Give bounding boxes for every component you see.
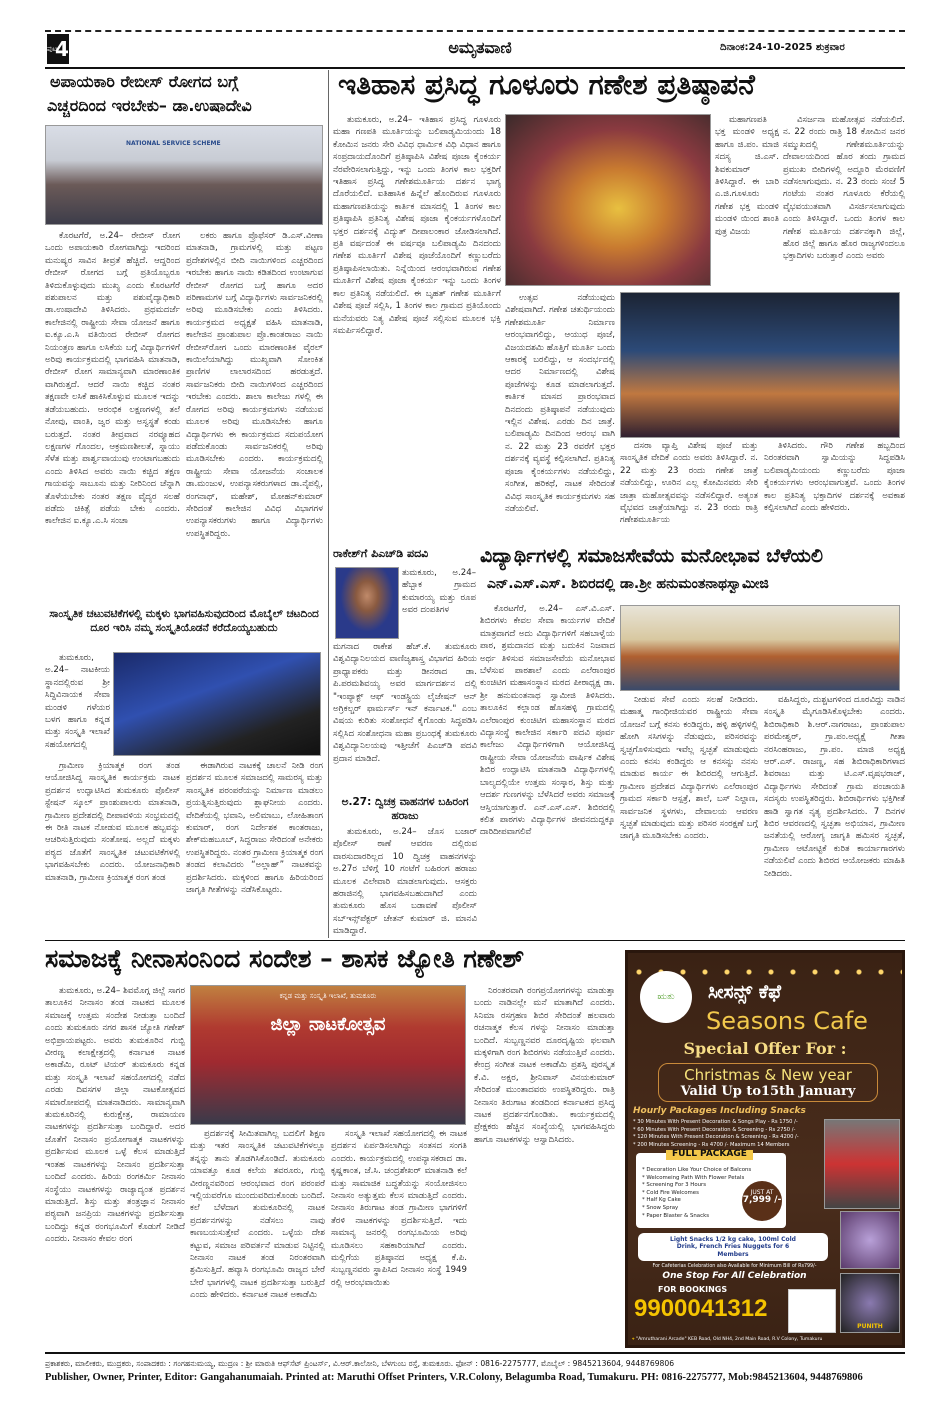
venue-photo-2 <box>840 1211 900 1269</box>
ganesha-column-5: ತಿಳಿಸಿದರು. ಗೌರಿ ಗಣೇಶ ಹಬ್ಬದಿಂದ ನಿರಂತರವಾಗಿ ಸ್ವಾಮಿಯನ್ನು ಸಿದ್ಧಪಡಿಸಿ ಬಲಿಪಾಡ್ಯಮಿಯಂದು ಕಣ್ಣುಬರೆದು ಪೂಜಾ ಕೈಂಕರ್ಯಗಳು ಆರಂಭವಾಗುತ್ತವೆ. ಒಂದು ತಿಂಗಳ ಕಾಲ ಪ್ರತಿನಿತ್ಯ ಭಕ್ತಾದಿಗಳ ದರ್ಶನಕ್ಕೆ ಅವಕಾಶ ಕಲ್ಪಿಸಲಾಗಿದೆ ಎಂದು ಹೇಳಿದರು. <box>764 441 905 514</box>
nss-column-3: ವಹಿಸಿದ್ದರು, ದುಶ್ಚಟಗಳಿಂದ ದೂರವಿದ್ದು ನಾಡಿನ ಸಂಸ್ಕೃತಿ ಮೈಗೂಡಿಸಿಕೊಳ್ಳಬೇಕು ಎಂದರು. ಶಿಬಿರಾಧಿಕಾರಿ ಶಿ.ಆರ್.ನಾಗರಾಜು, ಪ್ರಾಂಶುಪಾಲ ಪರಮೇಶ್ವರ್, ಗ್ರಾ.ಪಂ.ಅಧ್ಯಕ್ಷೆ ಗೀತಾ ನರಸಿಂಹರಾಜು, ಗ್ರಾ.ಪಂ. ಮಾಜಿ ಅಧ್ಯಕ್ಷ ಆರ್.ಎಸ್. ರಾಜಣ್ಣ, ಸಹ ಶಿಬಿರಾಧಿಕಾರಿಗಳಾದ ಶಿವರಾಜು ಮತ್ತು ಟಿ.ಎಸ್.ವೃಷಭರಾಜ್, ವಿದ್ಯಾರ್ಥಿಗಳು ಸೇರಿದಂತೆ ಗ್ರಾಮ ಪಂಚಾಯತಿ ಸದಸ್ಯರು ಉಪಸ್ಥಿತರಿದ್ದರು. ಶಿಬಿರಾರ್ಥಿಗಳು ಭಕ್ತಿಗೀತೆ ಹಾಡಿ ಸ್ವಾಗತ ನೃತ್ಯ ಪ್ರದರ್ಶಿಸಿದರು. 7 ದಿನಗಳ ಶಿಬಿರ ಆವರಣದಲ್ಲಿ ಸ್ವಚ್ಛತಾ ಅಭಿಯಾನ, ಗ್ರಾಮೀಣ ಜನತೆಯಲ್ಲಿ ಆರೋಗ್ಯ ಜಾಗೃತಿ ಹಮಿಸರ ಸ್ವಚ್ಛತೆ, ಗ್ರಾಮೀಣ ಆಟೋಟ್ಟಿಕೆ ಕುರಿತ ಕಾರ್ಯಾಗಾರಗಳು ನಡೆಯಲಿವೆ ಎಂದು ಶಿಬಿರದ ಆಯೋಜಕರು ಮಾಹಿತಿ ನೀಡಿದರು. <box>764 695 905 879</box>
top-dashed-rule <box>45 30 905 32</box>
nss-column-2: ನೀಡುವ ಸೇವೆ ಎಂದು ಸಲಹೆ ನೀಡಿದರು. ಮಹಾತ್ಮ ಗಾಂಧೀಜಿಯವರ ರಾಷ್ಟ್ರೀಯ ಸೇವಾ ಯೋಜನೆ ಬಗ್ಗೆ ಕನಸು ಕಂಡಿದ್ದರು, ಹಳ್ಳಿ ಹಳ್ಳಿಗಳಲ್ಲಿ ಹೋಗಿ ಸಸಿಗಳನ್ನು ನೆಡುವುದು, ಪರಿಸರವನ್ನು ಸ್ವಚ್ಛಗೊಳಿಸುವುದು ಇವೆಲ್ಲ ಸ್ವಚ್ಛತೆ ಮಾಡುವುದು ಎಂದು ಕನಸು ಕಂಡಿದ್ದರು ಆ ಕನಸನ್ನು ನನಸು ಮಾಡುವ ಕಾರ್ಯ ಈ ಶಿಬಿರದಲ್ಲಿ ಆಗುತ್ತಿದೆ. ಗ್ರಾಮೀಣ ಪ್ರದೇಶದ ವಿದ್ಯಾರ್ಥಿಗಳು ಎಲೆರಾಂಪುರ ಗ್ರಾಮದ ಸರ್ಕಾರಿ ಆಸ್ಪತ್ರೆ, ಶಾಲೆ, ಬಸ್ ನಿಲ್ದಾಣ, ಸಾರ್ವಜನಿಕ ಸ್ಥಳಗಳು, ದೇವಾಲಯ ಆವರಣ ಸ್ವಚ್ಛತೆ ಮಾಡುವುದು ಮತ್ತು ಪರಿಸರ ಸಂರಕ್ಷಣೆ ಬಗ್ಗೆ ಜಾಗೃತಿ ಮೂಡಿಸಬೇಕು ಎಂದರು. <box>620 695 758 842</box>
column-divider <box>328 70 329 938</box>
seasons-cafe-advertisement: ಋತು ಸೀಸನ್ಸ್ ಕೆಫೆ Seasons Cafe Special Offer For : Christmas & New year Valid Up to15th January Hourly Packages Including Snacks * 30 Minutes With Present Decoration & Songs Play - Rs 1750 /- * 60 Minutes With Present Decoration & Screening - Rs 2750 /- * 120 Minutes With Present Decoration & Screening - Rs 4200 /- * 200 Minutes Screening - Rs 4700 /- Maximum 14 Members FULL PACKAGE * Decoration Like Your Choice of Balcons * Welcomeing Path With Flower Petals * Screening For 3 Hours * Cold Fire Welcomes * Half Kg Cake * Snow Spray * Paper Blaster & Snacks JUST AT 7,999 /- Light Snacks 1/2 kg cake, 100ml Cold Drink, French Fries Nuggets for 6 Members For Cafeterias Celebration also Available for Minimum Bill of Rs799/- One Stop For All Celebration FOR BOOKINGS 9900041312 PUNITH ⌖ "Amrutharani Arcade" KEB Road, Old NH4, 2nd Main Road, R.V Colony, Tumakuru <box>625 950 905 1348</box>
ninasam-event-photo: ಕನ್ನಡ ಮತ್ತು ಸಂಸ್ಕೃತಿ ಇಲಾಖೆ, ತುಮಕೂರು ಜಿಲ್ಲಾ ನಾಟಕೋತ್ಸವ <box>190 985 466 1125</box>
location-pin-icon: ⌖ <box>632 1337 637 1342</box>
culture-column-2: ಗ್ರಾಮೀಣ ಕ್ರಿಯಾತ್ಮಕ ರಂಗ ತಂಡ ಆಯೋಜಿಸಿದ್ದ ಸಾಂಸ್ಕೃತಿಕ ಕಾರ್ಯಕ್ರಮ ನಾಟಕ ಪ್ರದರ್ಶನ ಉದ್ಘಾಟಿಸಿದ ತುಮಕೂರು ಪೊಲೀಸ್ ಸ್ಟೇಷನ್ ಸ್ಕೂಲ್ ಪ್ರಾಂಶುಪಾಲರು ಮಾತನಾಡಿ, ಗ್ರಾಮೀಣ ಪ್ರದೇಶದಲ್ಲಿ ದೀಪಾವಳಿಯ ಸಂಭ್ರಮದಲ್ಲಿ ಈ ರೀತಿ ನಾಟಕ ನೋಡುವ ಮೂಲಕ ಹಬ್ಬವನ್ನು ಆಚರಿಸುತ್ತಿರುವುದು ಸಂತೋಷ. ಅಲ್ಲದೆ ಮಕ್ಕಳು ಪಠ್ಯದ ಜೊತೆಗೆ ಸಾಂಸ್ಕೃತಿಕ ಚಟುವಟಿಕೆಗಳಲ್ಲಿ ಭಾಗವಹಿಸಬೇಕು ಎಂದರು. ಯೋಜನಾಧಿಕಾರಿ ಮಾತನಾಡಿ, ಗ್ರಾಮೀಣ ಕ್ರಿಯಾತ್ಮಕ ರಂಗ ತಂಡ <box>45 761 180 883</box>
rabies-column-1: ಕೊರಟಗೆರೆ, ಅ.24– ರೇಬೀಸ್ ರೋಗ ಒಂದು ಅಪಾಯಕಾರಿ ರೋಗವಾಗಿದ್ದು ಇದರಿಂದ ಮನುಷ್ಯರ ಸಾವಿನ ತೀವ್ರತೆ ಹೆಚ್ಚಿದೆ. ಆದ್ದರಿಂದ ರೇಬೀಸ್ ರೋಗದ ಬಗ್ಗೆ ಪ್ರತಿಯೊಬ್ಬರೂ ತಿಳಿದುಕೊಳ್ಳುವುದು ಮುಖ್ಯ ಎಂದು ಕೊರಟಗೆರೆ ಪಶುಪಾಲನ ಮತ್ತು ಪಶುವೈದ್ಯಾಧಿಕಾರಿ ಡಾ.ಉಷಾದೇವಿ ತಿಳಿಸಿದರು. ಪ್ರಥಮದರ್ಜೆ ಕಾಲೇಜಿನಲ್ಲಿ ರಾಷ್ಟ್ರೀಯ ಸೇವಾ ಯೋಜನೆ ಹಾಗೂ ಐ.ಕ್ಯೂ.ಎ.ಸಿ ವತಿಯಿಂದ ರೇಬೀಸ್ ರೋಗದ ನಿಯಂತ್ರಣ ಹಾಗೂ ಲಸಿಕೆಯ ಬಗ್ಗೆ ವಿದ್ಯಾರ್ಥಿಗಳಿಗೆ ಅರಿವು ಕಾರ್ಯಕ್ರಮದಲ್ಲಿ ಭಾಗವಹಿಸಿ ಮಾತನಾಡಿ, ರೇಬೀಸ್ ರೋಗ ಸಾಮಾನ್ಯವಾಗಿ ಮಾರಣಾಂತಿಕ ವಾಗಿರುತ್ತದೆ. ಆದರೆ ನಾಯಿ ಕಚ್ಚಿದ ನಂತರ ತಕ್ಷಣವೇ ಲಸಿಕೆ ಹಾಕಿಸಿಕೊಳ್ಳುವ ಮೂಲಕ ಇದನ್ನು ತಡೆಯಬಹುದು. ಆರಂಭಿಕ ಲಕ್ಷಣಗಳಲ್ಲಿ ತಲೆ ನೋವು, ವಾಂತಿ, ಜ್ವರ ಮತ್ತು ಅಸ್ವಸ್ಥತೆ ಕಂಡು ಬರುತ್ತದೆ. ನಂತರ ತೀವ್ರವಾದ ನರವ್ಯೂಹದ ಲಕ್ಷಣಗಳ ಗೊಂದಲ, ಆಕ್ರಮಣಶೀಲತೆ, ಸ್ನಾಯು ಸೆಳೆತ ಮತ್ತು ಪಾರ್ಶ್ವವಾಯುವು ಉಂಟಾಗಬಹುದು ಎಂದು ತಿಳಿಸಿದ ಅವರು ನಾಯಿ ಕಚ್ಚಿದ ತಕ್ಷಣ ಗಾಯವನ್ನು ಸಾಬೂನು ಮತ್ತು ನೀರಿನಿಂದ ಚೆನ್ನಾಗಿ ತೊಳೆಯಬೇಕು ನಂತರ ತಕ್ಷಣ ವೈದ್ಯರ ಸಲಹೆ ಪಡೆದು ಚಿಕಿತ್ಸೆ ಪಡೆಯ ಬೇಕು ಎಂದರು. ಕಾಲೇಜಿನ ಐ.ಕ್ಯೂ.ಎ.ಸಿ ಸಂಚಾ <box>45 231 180 527</box>
rakesh-portrait-photo <box>335 567 399 639</box>
cafe-logo: ಋತು <box>640 971 692 1023</box>
qr-code <box>788 1289 836 1333</box>
ninasam-column-4: ನಿರಂತರವಾಗಿ ರಂಗಪ್ರಯೋಗಗಳನ್ನು ಮಾಡುತ್ತಾ ಬಂದು ನಾಡಿನಲ್ಲೇ ಮನೆ ಮಾತಾಗಿದೆ ಎಂದರು. ಸಿನಿಮಾ ರಸಗ್ರಹಣ ಶಿಬಿರ ಸೇರಿದಂತೆ ಹಲವಾರು ರಚನಾತ್ಮಕ ಕೆಲಸ ಗಳನ್ನು ನೀನಾಸಂ ಮಾಡುತ್ತಾ ಬಂದಿದೆ. ಸುಬ್ಬಣ್ಣನವರ ದೂರದೃಷ್ಟಿಯ ಫಲವಾಗಿ ಮಕ್ಕಳಿಗಾಗಿ ರಂಗ ಶಿಬಿರಗಳು ನಡೆಯುತ್ತಿವೆ ಎಂದರು. ಕೇಂದ್ರ ಸಂಗೀತ ನಾಟಕ ಅಕಾಡೆಮಿ ಪ್ರಶಸ್ತಿ ಪುರಸ್ಕೃತ ಕೆ.ವಿ. ಅಕ್ಷರ, ಶ್ರೀನಿವಾಸ್ ವಿನಯಕುಮಾರ್ ಸೇರಿದಂತೆ ಮುಂತಾದವರು ಉಪಸ್ಥಿತರಿದ್ದರು. ರಾತ್ರಿ ನೀನಾಸಂ ತಿರುಗಾಟ ತಂಡದಿಂದ ಕರ್ನಾಟಕದ ಪ್ರಸಿದ್ಧ ನಾಟಕ ಪ್ರದರ್ಶನಗೊಂಡಿತು. ಕಾರ್ಯಕ್ರಮದಲ್ಲಿ ಪ್ರೇಕ್ಷಕರು ಹೆಚ್ಚಿನ ಸಂಖ್ಯೆಯಲ್ಲಿ ಭಾಗವಹಿಸಿದ್ದರು ಹಾಗೂ ನಾಟಕಗಳನ್ನು ಆಸ್ವಾದಿಸಿದರು. <box>474 986 615 1145</box>
ninasam-column-1: ತುಮಕೂರು, ಅ.24– ಶಿವಮೊಗ್ಗ ಜಿಲ್ಲೆ ಸಾಗರ ತಾಲೂಕಿನ ನೀನಾಸಂ ತಂಡ ನಾಟಕದ ಮೂಲಕ ಸಮಾಜಕ್ಕೆ ಉತ್ತಮ ಸಂದೇಶ ನೀಡುತ್ತಾ ಬಂದಿದೆ ಎಂದು ತುಮಕೂರು ನಗರ ಶಾಸಕ ಜ್ಯೋತಿ ಗಣೇಶ್ ಅಭಿಪ್ರಾಯಪಟ್ಟರು. ಅವರು ತುಮಕೂರಿನ ಗುಬ್ಬಿ ವೀರಣ್ಣ ಕಲಾಕ್ಷೇತ್ರದಲ್ಲಿ ಕರ್ನಾಟಕ ನಾಟಕ ಅಕಾಡೆಮಿ, ರೂಟ್ ಟಿಯರ್ ತುಮಕೂರು ಕನ್ನಡ ಮತ್ತು ಸಂಸ್ಕೃತಿ ಇಲಾಖೆ ಸಹಯೋಗದಲ್ಲಿ ನಡೆದ ಎರಡು ದಿವಸಗಳ ಜಿಲ್ಲಾ ನಾಟಕೋತ್ಸವದ ಸಮಾರೋಪದಲ್ಲಿ ಮಾತನಾಡಿದರು. ಸಾಮಾನ್ಯವಾಗಿ ತುಮಕೂರಿನಲ್ಲಿ ಕುರುಕ್ಷೇತ್ರ, ರಾಮಾಯಣ ನಾಟಕಗಳನ್ನು ಪ್ರದರ್ಶಿಸುತ್ತಾ ಬಂದಿದ್ದಾರೆ. ಅದರ ಜೊತೆಗೆ ನೀನಾಸಂ ಪ್ರಯೋಗಾತ್ಮಕ ನಾಟಕಗಳನ್ನು ಪ್ರದರ್ಶಿಸುವ ಮೂಲಕ ಒಳ್ಳೆ ಕೆಲಸ ಮಾಡುತ್ತಿದೆ ಇಂತಹ ನಾಟಕಗಳನ್ನು ನೀನಾಸಂ ಪ್ರದರ್ಶಿಸುತ್ತಾ ಬಂದಿದೆ ಎಂದರು. ಹಿರಿಯ ರಂಗಕರ್ಮಿ ನೀನಾಸಂ ಸಂಸ್ಥೆಯು ನಾಟಕಗಳನ್ನು ರಾಜ್ಯಾದ್ಯಂತ ಪ್ರದರ್ಶನ ಮಾಡುತ್ತಿದೆ. ಶಿಸ್ತು ಮತ್ತು ತಂತ್ರಜ್ಞಾನ ನೀನಾಸಂ ಪಠ್ಯವಾಗಿ ಜನಪ್ರಿಯ ನಾಟಕಗಳನ್ನು ಪ್ರದರ್ಶಿಸುತ್ತಾ ಬಂದಿದ್ದು ಕನ್ನಡ ರಂಗಭೂಮಿಗೆ ಕೊಡುಗೆ ನೀಡಿದೆ ಎಂದರು. ನೀನಾಸಂ ಕೇವಲ ರಂಗ <box>45 986 185 1245</box>
masthead: ಅಮೃತವಾಣಿ <box>448 38 512 57</box>
culture-subheadline: ಸಾಂಸ್ಕೃತಿಕ ಚಟುವಟಿಕೆಗಳಲ್ಲಿ ಮಕ್ಕಳು ಭಾಗವಹಿಸುವುದರಿಂದ ಮೊಬೈಲ್ ಚಟದಿಂದ ದೂರ ಇರಿಸಿ ನಮ್ಮ ಸಂಸ್ಕೃತಿಯೊಡನೆ ಕರೆದೊಯ್ಯಬಹುದು <box>49 608 319 635</box>
auction-body: ತುಮಕೂರು, ಅ.24– ಜೊಸ ಬಜಾರ್ ಪೊಲೀಸ್ ಠಾಣೆ ಆವರಣ ದಲ್ಲಿರುವ ವಾರಸುದಾರರಿಲ್ಲದ 10 ದ್ವಿಚಕ್ರ ವಾಹನಗಳನ್ನು ಅ.27ರ ಬೆಳಿಗ್ಗೆ 10 ಗಂಟೆಗೆ ಬಹಿರಂಗ ಹರಾಜು ಮೂಲಕ ವಿಲೇವಾರಿ ಮಾಡಲಾಗುವುದು. ಆಸಕ್ತರು ಹರಾಜಿನಲ್ಲಿ ಭಾಗವಹಿಸಬಹುದಾಗಿದೆ ಎಂದು ತುಮಕೂರು ಹೊಸ ಬಡಾವಣೆ ಪೊಲೀಸ್ ಸಬ್‌ಇನ್ಸ್‌ಪೆಕ್ಟರ್ ಚೇತನ್ ಕುಮಾರ್ ಜಿ. ಮಾನವಿ ಮಾಡಿದ್ದಾರೆ. <box>333 827 477 936</box>
rabies-column-2: ಲಕರು ಹಾಗೂ ಪ್ರೊಫೆಸರ್ ಡಿ.ಎಸ್.ವೀಣಾ ಮಾತನಾಡಿ, ಗ್ರಾಮಗಳಲ್ಲಿ ಮತ್ತು ಪಟ್ಟಣ ಪ್ರದೇಶಗಳಲ್ಲಿನ ಬೀದಿ ನಾಯಿಗಳಿಂದ ಎಚ್ಚರದಿಂದ ಇರಬೇಕು ಹಾಗೂ ನಾಯಿ ಕಡಿತದಿಂದ ಉಂಟಾಗುವ ರೇಬೀಸ್ ರೋಗದ ಬಗ್ಗೆ ಹಾಗೂ ಅದರ ಪರಿಣಾಮಗಳ ಬಗ್ಗೆ ವಿದ್ಯಾರ್ಥಿಗಳು ಸಾರ್ವಜನಿಕರಲ್ಲಿ ಅರಿವು ಮೂಡಿಸಬೇಕು ಎಂದು ತಿಳಿಸಿದರು. ಕಾರ್ಯಕ್ರಮದ ಅಧ್ಯಕ್ಷತೆ ವಹಿಸಿ ಮಾತನಾಡಿ, ಕಾಲೇಜಿನ ಪ್ರಾಂಶುಪಾಲ ಪ್ರೊ.ಕಾಂತರಾಜು ನಾಯಿ ರೇಬೀಸ್‌ರೋಗ ಒಂದು ಮಾರಣಾಂತಿಕ ವೈರಲ್ ಕಾಯಿಲೆಯಾಗಿದ್ದು ಮುಖ್ಯವಾಗಿ ಸೋಂಕಿತ ಪ್ರಾಣಿಗಳ ಲಾಲಾರಸದಿಂದ ಹರಡುತ್ತದೆ. ಸಾರ್ವಜನಿಕರು ಬೀದಿ ನಾಯಿಗಳಿಂದ ಎಚ್ಚರದಿಂದ ಇರಬೇಕು ಎಂದರು. ಶಾಲಾ ಕಾಲೇಜು ಗಳಲ್ಲಿ ಈ ರೋಗದ ಅರಿವು ಕಾರ್ಯಕ್ರಮಗಳು ನಡೆಯುವ ಮೂಲಕ ಅರಿವು ಮೂಡಿಸಬೇಕು ಹಾಗೂ ವಿದ್ಯಾರ್ಥಿಗಳು ಈ ಕಾರ್ಯಕ್ರಮದ ಸದುಪಯೋಗ ಪಡೆದುಕೊಂಡು ಸಾರ್ವಜನಿಕರಲ್ಲಿ ಅರಿವು ಮೂಡಿಸಬೇಕು ಎಂದರು. ಕಾರ್ಯಕ್ರಮದಲ್ಲಿ ರಾಷ್ಟ್ರೀಯ ಸೇವಾ ಯೋಜನೆಯ ಸಂಚಾಲಕ ಡಾ.ಮಂಜುಳ, ಉಪನ್ಯಾಸಕರುಗಳಾದ ಡಾ.ನೈಪಲ್ಲಿ, ರಂಗನಾಥ್, ಮಹೇಶ್, ಮೋಹನ್‌ಕುಮಾರ್ ಸೇರಿದಂತೆ ಕಾಲೇಜಿನ ವಿವಿಧ ವಿಭಾಗಗಳ ಉಪನ್ಯಾಸಕರುಗಳು ಹಾಗೂ ವಿದ್ಯಾರ್ಥಿಗಳು ಉಪಸ್ಥಿತರಿದ್ದರು. <box>186 231 323 539</box>
culture-column-3: ಈಡಾಗಿರುವ ನಾಟಕಕ್ಕೆ ಚಾಲನೆ ನೀಡಿ ರಂಗ ಪ್ರದರ್ಶನ ಮೂಲಕ ಸಮಾಜದಲ್ಲಿ ಸಾಮರಸ್ಯ ಮತ್ತು ಸಾಂಸ್ಕೃತಿಕ ಪರಂಪರೆಯನ್ನು ನಿರ್ಮಾಣ ಮಾಡಲು ಪ್ರಯತ್ನಿಸುತ್ತಿರುವುದು ಶ್ಲಾಘನೀಯ ಎಂದರು. ವೇದಿಕೆಯಲ್ಲಿ ಭವಾನಿ, ಅಲಿಮಾಬು, ಲೋಹಿತಾಂಗ ಕುಮಾರ್, ರಂಗ ನಿರ್ದೇಶಕ ಕಾಂತರಾಜು, ಶೇಕ್‌ಮಹಬೂಬ್, ಸಿದ್ದರಾಜು ಸೇರಿದಂತೆ ಅನೇಕರು ಉಪಸ್ಥಿತರಿದ್ದರು. ನಂತರ ಗ್ರಾಮೀಣ ಕ್ರಿಯಾತ್ಮಕ ರಂಗ ತಂಡದ ಕಲಾವಿದರು “ಅಲ್ಲಾಹ್” ನಾಟಕವನ್ನು ಪ್ರದರ್ಶಿಸಿದರು. ಮಕ್ಕಳಿಂದ ಹಾಗೂ ಹಿರಿಯರಿಂದ ಜಾಗೃತಿ ಗೀತೆಗಳನ್ನು ನಡೆಸಿಕೊಟ್ಟರು. <box>186 761 323 896</box>
rabies-headline-2: ಎಚ್ಚರದಿಂದ ಇರಬೇಕು– ಡಾ.ಉಷಾದೇವಿ <box>47 96 252 115</box>
ninasam-column-3: ಸಂಸ್ಕೃತಿ ಇಲಾಖೆ ಸಹಯೋಗದಲ್ಲಿ ಈ ನಾಟಕ ಪ್ರದರ್ಶನ ಏರ್ಪಡಿಸಲಾಗಿದ್ದು ಸಂತಸದ ಸಂಗತಿ ಎಂದರು. ಕಾರ್ಯಕ್ರಮದಲ್ಲಿ ಉಪನ್ಯಾಸಕರಾದ ಡಾ. ಕೃಷ್ಣಕಾಂತ, ಜೆ.ಸಿ. ಚಂದ್ರಶೇಖರ್ ಮಾತನಾಡಿ ಕಲೆ ಮತ್ತು ಸಾಮಾಜಿಕ ಬದ್ಧತೆಯನ್ನು ಸಂಯೋಜಿಸಲು ನೀನಾಸಂ ಅತ್ಯುತ್ತಮ ಕೆಲಸ ಮಾಡುತ್ತಿದೆ ಎಂದರು. ನೀನಾಸಂ ತಿರುಗಾಟ ತಂಡ ಗ್ರಾಮೀಣ ಭಾಗಗಳಿಗೆ ತೆರಳಿ ನಾಟಕಗಳನ್ನು ಪ್ರದರ್ಶಿಸುತ್ತಿದೆ. ಇದು ಸಾಮಾನ್ಯ ಜನರಲ್ಲಿ ರಂಗಭೂಮಿಯ ಅರಿವು ಮೂಡಿಸಲು ಸಹಕಾರಿಯಾಗಿದೆ ಎಂದರು. ಮಲ್ಲಿಗೆಯ ಪ್ರತಿಷ್ಠಾನದ ಅಧ್ಯಕ್ಷ ಕೆ.ಪಿ. ಸುಬ್ಬಣ್ಣನವರು ಸ್ಥಾಪಿಸಿದ ನೀನಾಸಂ ಸಂಸ್ಥೆ 1949 ರಲ್ಲಿ ಆರಂಭವಾಯಿತು <box>331 1129 467 1288</box>
address-line: ⌖ "Amrutharani Arcade" KEB Road, Old NH4, 2nd Main Road, R.V Colony, Tumakuru <box>632 1337 823 1342</box>
ganesha-headline: ಇತಿಹಾಸ ಪ್ರಸಿದ್ಧ ಗೂಳೂರು ಗಣೇಶ ಪ್ರತಿಷ್ಠಾಪನೆ <box>338 68 755 101</box>
ganesha-stage-photo <box>620 292 900 438</box>
nss-subheadline: ಎನ್.ಎಸ್.ಎಸ್. ಶಿಬಿರದಲ್ಲಿ ಡಾ.ಶ್ರೀ ಹನುಮಂತನಾಥಸ್ವಾಮೀಜಿ <box>487 576 769 592</box>
auction-subheadline: ಅ.27: ದ್ವಿಚಕ್ರ ವಾಹನಗಳ ಬಹಿರಂಗ ಹರಾಜು <box>341 796 469 823</box>
booking-phone: 9900041312 <box>634 1295 768 1322</box>
ganesha-column-3: ವಿಸರ್ಜನಾ ಮಹೋತ್ಸವ ನಡೆಯಲಿದೆ. ನ. 22 ರಂದು ರಾತ್ರಿ 18 ಕೋಮಿನ ಜನರ ಸಮ್ಮುಖದಲ್ಲಿ ಗಣೇಶಮೂರ್ತಿಯನ್ನು ದೇವಾಲಯದಿಂದ ಹೊರ ತಂದು ಗ್ರಾಮದ ಪ್ರಮುಖ ಬೀದಿಗಳಲ್ಲಿ ಅದ್ದೂರಿ ಮೆರವಣಿಗೆ ನಡೆಸಲಾಗುವುದು. ನ. 23 ರಂದು ಸಂಜೆ 5 ಗಂಟೆಯ ನಂತರ ಗೂಳೂರು ಕೆರೆಯಲ್ಲಿ ವೈಭವಯುತವಾಗಿ ವಿಸರ್ಜಿಸಲಾಗುವುದು ಎಂದು ತಿಳಿಸಿದ್ದಾರೆ. ಒಂದು ತಿಂಗಳ ಕಾಲ ಗಣೇಶ ಮೂರ್ತಿಯ ದರ್ಶನಕ್ಕಾಗಿ ಜಿಲ್ಲೆ, ಹೊರ ಜಿಲ್ಲೆ ಹಾಗೂ ಹೊರ ರಾಜ್ಯಗಳಿಂದಲೂ ಭಕ್ತಾದಿಗಳು ಬರುತ್ತಾರೆ ಎಂದು ಅವರು <box>783 115 905 262</box>
nss-camp-photo <box>620 605 900 691</box>
ganesha-column-2: ಮಹಾಗಣಪತಿ ಭಕ್ತ ಮಂಡಳಿ ಅಧ್ಯಕ್ಷ ಹಾಗೂ ಜಿ.ಪಂ. ಮಾಜಿ ಸದಸ್ಯ ಜಿ.ಎಸ್. ಶಿವಕುಮಾರ್ ತಿಳಿಸಿದ್ದಾರೆ. ಈ ಬಾರಿ ಎ.ಜಿ.ಗೂಳೂರು ಗಣೇಶ ಭಕ್ತ ಮಂಡಳಿ ಮಂಡಳಿ ಯಿಂದ ಶಾಂತಿ ಪುತ್ರ ವಿಜಯ <box>715 115 779 237</box>
ganesha-column-1: ತುಮಕೂರು, ಅ.24– ಇತಿಹಾಸ ಪ್ರಸಿದ್ಧ ಗೂಳೂರು ಮಹಾ ಗಣಪತಿ ಮೂರ್ತಿಯನ್ನು ಬಲಿಪಾಡ್ಯಮಿಯಂದು 18 ಕೋಮಿನ ಜನರು ಸೇರಿ ವಿವಿಧ ಧಾರ್ಮಿಕ ವಿಧಿ ವಿಧಾನ ಹಾಗೂ ಸಂಪ್ರದಾಯದೊಂದಿಗೆ ಪ್ರತಿಷ್ಠಾಪಿಸಿ ವಿಶೇಷ ಪೂಜಾ ಕೈಂಕರ್ಯ ನೆರವೇರಿಸಲಾಗುತ್ತಿದ್ದು, ಇನ್ನು ಒಂದು ತಿಂಗಳ ಕಾಲ ಭಕ್ತರಿಗೆ ಇತಿಹಾಸ ಪ್ರಸಿದ್ಧ ಗಣೇಶಮೂರ್ತಿಯ ದರ್ಶನ ಭಾಗ್ಯ ದೊರೆಯಲಿದೆ. ಐತಿಹಾಸಿಕ ಹಿನ್ನೆಲೆ ಹೊಂದಿರುವ ಗೂಳೂರು ಮಹಾಗಣಪತಿಯನ್ನು ಕಾರ್ತಿಕ ಮಾಸದಲ್ಲಿ 1 ತಿಂಗಳ ಕಾಲ ಪ್ರತಿಷ್ಠಾಪಿಸಿ ಪ್ರತಿನಿತ್ಯ ವಿಶೇಷ ಪೂಜಾ ಕೈಂಕರ್ಯಗಳೊಂದಿಗೆ ಭಕ್ತರ ದರ್ಶನಕ್ಕೆ ವಿದ್ಯುತ್ ದೀಪಾಲಂಕಾರ ಜೋಡಿಸಲಾಗಿದೆ. ಪ್ರತಿ ವರ್ಷದಂತೆ ಈ ವರ್ಷವೂ ಬಲಿಪಾಡ್ಯಮಿ ದಿನದಂದು ಗಣೇಶ ಮೂರ್ತಿಗೆ ವಿಶೇಷ ಪೂಜೆಯೊಂದಿಗೆ ಕಣ್ಣುಬರೆದು ಪ್ರತಿಷ್ಠಾಪಿಸಲಾಯಿತು. ನಿನ್ನೆಯಿಂದ ಆರಂಭವಾಗಿರುವ ಗಣೇಶ ಮೂರ್ತಿಗೆ ವಿಶೇಷ ಪೂಜಾ ಕೈಂಕರ್ಯ ಇನ್ನು ಒಂದು ತಿಂಗಳ ಕಾಲ ಪ್ರತಿನಿತ್ಯ ನಡೆಯಲಿದೆ. ಈ ಬೃಹತ್ ಗಣೇಶ ಮೂರ್ತಿಗೆ ವಿಶೇಷ ಪೂಜೆ ಸಲ್ಲಿಸಿ, 1 ತಿಂಗಳ ಕಾಲ ಗ್ರಾಮದ ಪ್ರತಿಯೊಂದು ಮನೆಯವರು ನಿತ್ಯ ವಿಶೇಷ ಪೂಜೆ ಸಲ್ಲಿಸುವ ಮೂಲಕ ಭಕ್ತಿ ಸಮರ್ಪಿಸಲಿದ್ದಾರೆ. <box>333 115 501 336</box>
rabies-headline-1: ಅಪಾಯಕಾರಿ ರೇಬೀಸ್ ರೋಗದ ಬಗ್ಗೆ <box>50 72 239 91</box>
rabies-event-photo: NATIONAL SERVICE SCHEME <box>45 125 323 225</box>
nss-headline: ವಿದ್ಯಾರ್ಥಿಗಳಲ್ಲಿ ಸಮಾಜಸೇವೆಯ ಮನೋಭಾವ ಬೆಳೆಯಲಿ <box>480 545 823 567</box>
venue-photo-3: PUNITH <box>840 1273 900 1333</box>
culture-stage-photo <box>113 652 321 756</box>
imprint-footer: ಪ್ರಕಾಶಕರು, ಮಾಲೀಕರು, ಮುದ್ರಕರು, ಸಂಪಾದಕರು : ಗಂಗಹನುಮಯ್ಯ, ಮುದ್ರಣ : ಶ್ರೀ ಮಾರುತಿ ಆಫ್‌ಸೆಟ್ ಪ್ರಿಂಟರ್ಸ್, ವಿ.ಆರ್.ಕಾಲೋನಿ, ಬೆಳಗುಂಬ ರಸ್ತೆ, ತುಮಕೂರು. ಫೋನ್ : 0816-2275777, ಮೊಬೈಲ್ : 9845213604, 9448769806 Publisher, Owner, Printer, Editor: Gangahanumaiah. Printed at: Maruthi Offset Printers, V.R.Colony, Belagumba Road, Tumakuru. PH: 0816-2275777, Mob:9845213604, 9448769806 <box>45 1359 863 1383</box>
venue-photo-1 <box>824 1119 900 1209</box>
price-badge: JUST AT 7,999 /- <box>742 1181 782 1221</box>
page-number-badge: ಪುಟ 4 <box>47 34 69 64</box>
ganesha-caption-column: ದಸರಾ ವ್ಯಾಪ್ತಿ ವಿಶೇಷ ಪೂಜೆ ಮತ್ತು ಸಾಂಸ್ಕೃತಿಕ ವೇದಿಕೆ ಎಂದು ಅವರು ತಿಳಿಸಿದ್ದಾರೆ. ನ. 22 ಮತ್ತು 23 ರಂದು ಗಣೇಶ ಜಾತ್ರೆ ನಡೆಯಲಿದ್ದು, ಊರಿನ ಎಲ್ಲ ಕೋಮಿನವರು ಸೇರಿ ಜಾತ್ರಾ ಮಹೋತ್ಸವವನ್ನು ನಡೆಸಲಿದ್ದಾರೆ. ಅತ್ಯಂತ ವೈಭವದ ಜಾತ್ರೆಯಾಗಿದ್ದು ನ. 23 ರಂದು ರಾತ್ರಿ ಗಣೇಶಮೂರ್ತಿಯ <box>620 441 758 526</box>
ninasam-headline: ಸಮಾಜಕ್ಕೆ ನೀನಾಸಂನಿಂದ ಸಂದೇಶ – ಶಾಸಕ ಜ್ಯೋತಿ ಗಣೇಶ್ <box>45 944 525 973</box>
rakesh-headline: ರಾಕೇಶ್‌ಗೆ ಪಿಎಚ್‌ಡಿ ಪದವಿ <box>333 547 429 560</box>
footer-rule <box>45 1352 905 1354</box>
culture-column-1: ತುಮಕೂರು, ಅ.24– ನಾಟಕೀಯ ಸ್ಥಾನದಲ್ಲಿರುವ ಶ್ರೀ ಸಿದ್ದಿವಿನಾಯಕ ಸೇವಾ ಮಂಡಳಿ ಗಳೆಯರ ಬಳಗ ಹಾಗೂ ಕನ್ನಡ ಮತ್ತು ಸಂಸ್ಕೃತಿ ಇಲಾಖೆ ಸಹಯೋಗದಲ್ಲಿ <box>45 653 110 750</box>
section-rule <box>45 940 905 941</box>
ganesha-column-4: ಉತ್ಸವ ನಡೆಯುವುದು ವಿಶೇಷವಾಗಿದೆ. ಗಣೇಶ ಚತುರ್ಥಿಯಂದು ಗಣೇಶಮೂರ್ತಿ ನಿರ್ಮಾಣ ಆರಂಭವಾಗಲಿದ್ದು, ಆಯುಧ ಪೂಜೆ, ವಿಜಯದಶಮಿ ಹೊತ್ತಿಗೆ ಮೂರ್ತಿ ಒಂದು ಆಕಾರಕ್ಕೆ ಬರಲಿದ್ದು, ಆ ಸಂದರ್ಭದಲ್ಲಿ ಆದರ ನಿರ್ಮಾಣದಲ್ಲಿ ವಿಶೇಷ ಪೂಜೆಗಳನ್ನು ಕೂಡ ಮಾಡಲಾಗುತ್ತದೆ. ಕಾರ್ತಿಕ ಮಾಸದ ಪ್ರಾರಂಭವಾದ ದಿನದಂದು ಪ್ರತಿಷ್ಠಾಪನೆ ನಡೆಯುವುದು ಇಲ್ಲಿನ ವಿಶೇಷ. ಎರಡು ದಿನ ಜಾತ್ರೆ. ಬಲಿಪಾಡ್ಯಮಿ ದಿನದಿಂದ ಆರಂಭ ವಾಗಿ ನ. 22 ಮತ್ತು 23 ರವರೆಗೆ ಭಕ್ತರ ದರ್ಶನಕ್ಕೆ ವ್ಯವಸ್ಥೆ ಕಲ್ಪಿಸಲಾಗಿದೆ. ಪ್ರತಿನಿತ್ಯ ಪೂಜಾ ಕೈಂಕರ್ಯಗಳು ನಡೆಯಲಿದ್ದು, ಸಂಗೀತ, ಹರಿಕಥೆ, ನಾಟಕ ಸೇರಿದಂತೆ ವಿವಿಧ ಸಾಂಸ್ಕೃತಿಕ ಕಾರ್ಯಕ್ರಮಗಳು ಸಹ ನಡೆಯಲಿವೆ. <box>505 293 615 514</box>
rakesh-body: ಮಗನಾದ ರಾಕೇಶ ಹೆಚ್.ಕೆ. ತುಮಕೂರು ವಿಶ್ವವಿದ್ಯಾನಿಲಯದ ವಾಣಿಜ್ಯಶಾಸ್ತ್ರ ವಿಭಾಗದ ಹಿರಿಯ ಪ್ರಾಧ್ಯಾಪಕರು ಮತ್ತು ಡೀನರಾದ ಡಾ. ಪಿ.ಪರಮಶಿವಯ್ಯ ಅವರ ಮಾರ್ಗದರ್ಶನ ದಲ್ಲಿ "ಇಂಪ್ಯಾಕ್ಟ್ ಆಫ್ ಇಂಡಸ್ಟ್ರಿಯ ಲೈಜೇಷನ್ ಆನ್ ಅಗ್ರಿಕಲ್ಚರ್ ಫಾರ್ಮರ್ಸ್ ಇನ್ ಕರ್ನಾಟಕ." ಎಂಬ ವಿಷಯ ಕುರಿತು ಸಂಶೋಧನೆ ಕೈಗೊಂಡು ಸಿದ್ಧಪಡಿಸಿ ಸಲ್ಲಿಸಿದ ಸಂಶೋಧನಾ ಮಹಾ ಪ್ರಬಂಧಕ್ಕೆ ತುಮಕೂರು ವಿಶ್ವವಿದ್ಯಾನಿಲಯವು ಇತ್ತೀಚೆಗೆ ಪಿಎಚ್‌ಡಿ ಪದವಿ ಪ್ರದಾನ ಮಾಡಿದೆ. <box>333 642 477 764</box>
issue-date: ದಿನಾಂಕ:24-10-2025 ಶುಕ್ರವಾರ <box>720 42 845 53</box>
rakesh-intro: ತುಮಕೂರು, ಅ.24– ಹೆಬ್ಬಾಕ ಗ್ರಾಮದ ಕುಮಾರಯ್ಯ ಮತ್ತು ರೂಪ ಅವರ ದಂಪತಿಗಳ <box>402 568 476 616</box>
nss-column-1: ಕೊರಟಗೆರೆ, ಅ.24– ಎಸ್.ವಿ.ಎಸ್. ಶಿಬಿರಗಳು ಕೇವಲ ಸೇವಾ ಕಾರ್ಯಗಳ ವೇದಿಕೆ ಮಾತ್ರವಾಗದೆ ಅದು ವಿದ್ಯಾರ್ಥಿಗಳಿಗೆ ಸಹಬಾಳ್ವೆಯ ಪಾಠ, ಶ್ರಮದಾನದ ಮತ್ತು ಬದುಕಿನ ನಿಜವಾದ ಅರ್ಥ ತಿಳಿಸುವ ಸಮಾಜಸೇವೆಯ ಮನೋಭಾವ ಬೆಳೆಸುವ ಪಾಠಶಾಲೆ ಎಂದು ಎಲೆರಾಂಪುರ ಕುಂಚಿಟಿಗ ಮಹಾಸಂಸ್ಥಾನ ಮಠದ ಪೀಠಾಧ್ಯಕ್ಷ ಡಾ. ಶ್ರೀ ಹನುಮಂತನಾಥ ಸ್ವಾಮೀಜಿ ತಿಳಿಸಿದರು. ತಾಲೂಕಿನ ಕಲ್ಲಾಂಡ ಹೊಸಹಳ್ಳಿ ಗ್ರಾಮದಲ್ಲಿ ಎಲೆರಾಂಪುರ ಕುಂಚಿಟಿಗ ಮಹಾಸಂಸ್ಥಾನ ಮಠದ ವಿದ್ಯಾಸಂಸ್ಥೆ ಕಾಲೇಜಿನ ಸರ್ಕಾರಿ ಪದವಿ ಪೂರ್ವ ಕಾಲೇಜು ವಿದ್ಯಾರ್ಥಿಗಳಿಗಾಗಿ ಆಯೋಜಿಸಿದ್ದ ರಾಷ್ಟ್ರೀಯ ಸೇವಾ ಯೋಜನೆಯ ವಾರ್ಷಿಕ ವಿಶೇಷ ಶಿಬಿರ ಉದ್ಘಾಟಿಸಿ ಮಾತನಾಡಿ ವಿದ್ಯಾರ್ಥಿಗಳಲ್ಲಿ ಬಾಲ್ಯದಲ್ಲಿಯೇ ಉತ್ತಮ ಸಂಸ್ಕಾರ, ಶಿಸ್ತು ಮತ್ತು ಆದರ್ಶ ಗುಣಗಳನ್ನು ಬೆಳೆಸಿದರೆ ಅವರು ಸಮಾಜಕ್ಕೆ ಆಸ್ತಿಯಾಗುತ್ತಾರೆ. ಎನ್.ಎಸ್.ಎಸ್. ಶಿಬಿರದಲ್ಲಿ ಕಲಿತ ಪಾಠಗಳು ವಿದ್ಯಾರ್ಥಿಗಳ ಜೀವನದುದ್ದಕ್ಕೂ ದಾರಿದೀಪವಾಗಲಿವೆ <box>480 604 615 838</box>
ganesha-idol-photo <box>505 114 711 286</box>
ninasam-column-2: ಪ್ರದರ್ಶನಕ್ಕೆ ಸೀಮಿತವಾಗಿಲ್ಲ ಬದಲಿಗೆ ಶಿಕ್ಷಣ ಮತ್ತು ಇತರ ಸಾಂಸ್ಕೃತಿಕ ಚಟುವಟಿಕೆಗಳಲ್ಲೂ ತನ್ನನ್ನು ತಾನು ತೊಡಗಿಸಿಕೊಂಡಿದೆ. ತುಮಕೂರು ಯಾವತ್ತೂ ಕೂಡ ಕಲೆಯ ತವರೂರು, ಗುಬ್ಬಿ ವೀರಣ್ಣನವರಿಂದ ಆರಂಭವಾದ ರಂಗ ಪರಂಪರೆ ಇಲ್ಲಿಯವರೆಗೂ ಮುಂದುವರಿದುಕೊಂಡು ಬಂದಿದೆ. ಕಲೆ ಬೆಳೆದಾಗ ತುಮಕೂರಿನಲ್ಲಿ ನಾಟಕ ಪ್ರದರ್ಶನಗಳನ್ನು ನಡೆಸಲು ನಾವು ಕಾಣಬಯಸುತ್ತೇವೆ ಎಂದರು. ಒಳ್ಳೆಯ ದೇಶ ಕಟ್ಟುವ, ಸಮಾಜ ಪರಿವರ್ತನೆ ಮಾಡುವ ನಿಟ್ಟಿನಲ್ಲಿ ನೀನಾಸಂ ನಾಟಕ ತಂಡ ನಿರಂತರವಾಗಿ ಶ್ರಮಿಸುತ್ತಿದೆ. ಹವ್ಯಾಸಿ ರಂಗಭೂಮಿ ರಾಜ್ಯದ ಬೇರೆ ಬೇರೆ ಭಾಗಗಳಲ್ಲಿ ನಾಟಕ ಪ್ರದರ್ಶಿಸುತ್ತಾ ಬರುತ್ತಿದೆ ಎಂದು ಹೇಳಿದರು. ಕರ್ನಾಟಕ ನಾಟಕ ಅಕಾಡೆಮಿ <box>190 1129 325 1301</box>
